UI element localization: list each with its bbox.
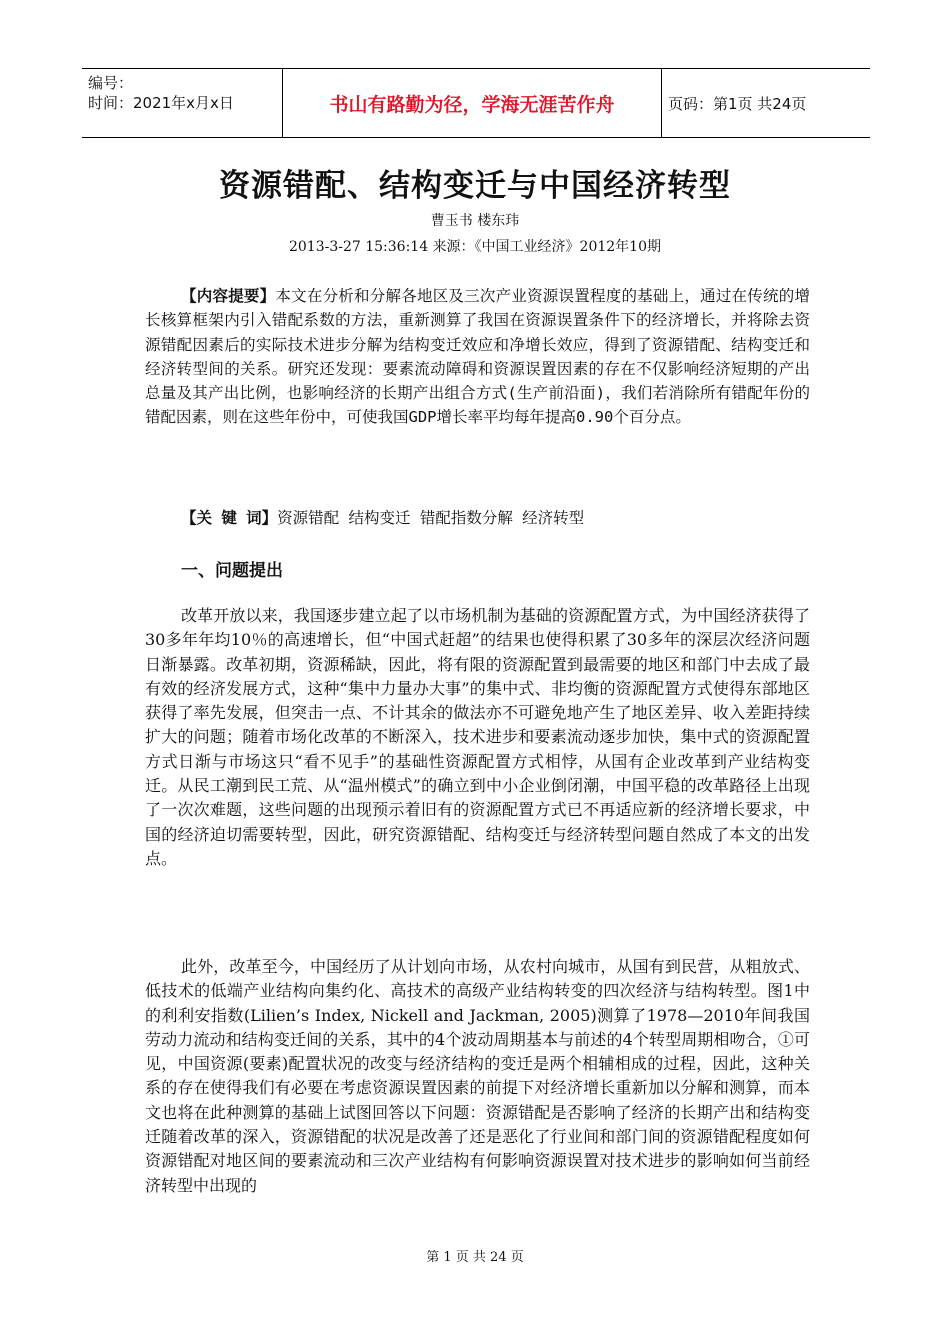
keywords-label: 【关 键 词】 xyxy=(181,509,278,527)
page-footer: 第 1 页 共 24 页 xyxy=(426,1250,524,1265)
body-paragraph: 改革开放以来，我国逐步建立起了以市场机制为基础的资源配置方式，为中国经济获得了30多年年均10％的高速增长，但“中国式赶超”的结果也使得积累了30多年的深层次经济问题日渐暴露。改革初期，资源稀缺，因此，将有限的资源配置到最需要的地区和部门中去成了最有效的经济发展方式，这种“集中力量办大事”的集中式、非均衡的资源配置方式使得东部地区获得了率先发展，但突击一点、不计其余的做法亦不可避免地产生了地区差异、收入差距持续扩大的问题；随着市场化改革的不断深入，技术进步和要素流动逐步加快，集中式的资源配置方式日渐与市场这只“看不见手”的基础性资源配置方式相悖，从国有企业改革到产业结构变迁。从民工潮到民工荒、从“温州模式”的确立到中小企业倒闭潮，中国平稳的改革路径上出现了一次次难题，这些问题的出现预示着旧有的资源配置方式已不再适应新的经济增长要求，中国的经济迫切需要转型，因此，研究资源错配、结构变迁与经济转型问题自然成了本文的出发点。 xyxy=(145,606,810,868)
header-info-cell xyxy=(82,69,282,137)
article-authors: 曹玉书 楼东玮 xyxy=(430,213,520,229)
abstract xyxy=(145,284,810,430)
article-title: 资源错配、结构变迁与中国经济转型 xyxy=(219,168,731,204)
abstract-text: 本文在分析和分解各地区及三次产业资源误置程度的基础上，通过在传统的增长核算框架内引入错配系数的方法，重新测算了我国在资源误置条件下的经济增长，并将除去资源错配因素后的实际技术进步分解为结构变迁效应和净增长效应，得到了资源错配、结构变迁和经济转型间的关系。研究还发现：要素流动障碍和资源误置因素的存在不仅影响经济短期的产出总量及其产出比例，也影响经济的长期产出组合方式(生产前沿面)，我们若消除所有错配年份的错配因素，则在这些年份中，可使我国GDP增长率平均每年提高0.90个百分点。 xyxy=(145,287,810,427)
date-label: 时间：2021年x月x日 xyxy=(88,94,234,112)
number-label: 编号： xyxy=(88,74,134,92)
body-paragraph: 此外，改革至今，中国经历了从计划向市场，从农村向城市，从国有到民营，从粗放式、低技术的低端产业结构向集约化、高技术的高级产业结构转变的四次经济与结构转型。图1中的利利安指数(Lilien’s Index, Nickell and Jackman, 2005)测算了1978—2010年间我国劳动力流动和结构变迁间的关系，其中的4个波动周期基本与前述的4个转型周期相吻合，①可见，中国资源(要素)配置状况的改变与经济结构的变迁是两个相辅相成的过程，因此，这种关系的存在使得我们有必要在考虑资源误置因素的前提下对经济增长重新加以分解和测算，而本文也将在此种测算的基础上试图回答以下问题：资源错配是否影响了经济的长期产出和结构变迁随着改革的深入，资源错配的状况是改善了还是恶化了行业间和部门间的资源错配程度如何资源错配对地区间的要素流动和三次产业结构有何影响资源误置对技术进步的影响如何当前经济转型中出现的 xyxy=(145,957,810,1195)
header-motto: 书山有路勤为径，学海无涯苦作舟 xyxy=(282,69,662,137)
abstract-label: 【内容提要】 xyxy=(181,287,276,305)
section-heading: 一、问题提出 xyxy=(181,561,283,581)
keywords-text: 资源错配 结构变迁 错配指数分解 经济转型 xyxy=(277,509,585,527)
keywords xyxy=(181,506,821,528)
article-meta: 2013-3-27 15:36:14 来源：《中国工业经济》2012年10期 xyxy=(288,239,662,255)
header-page-number: 页码：第1页 共24页 xyxy=(668,94,807,113)
page-header xyxy=(82,68,870,138)
